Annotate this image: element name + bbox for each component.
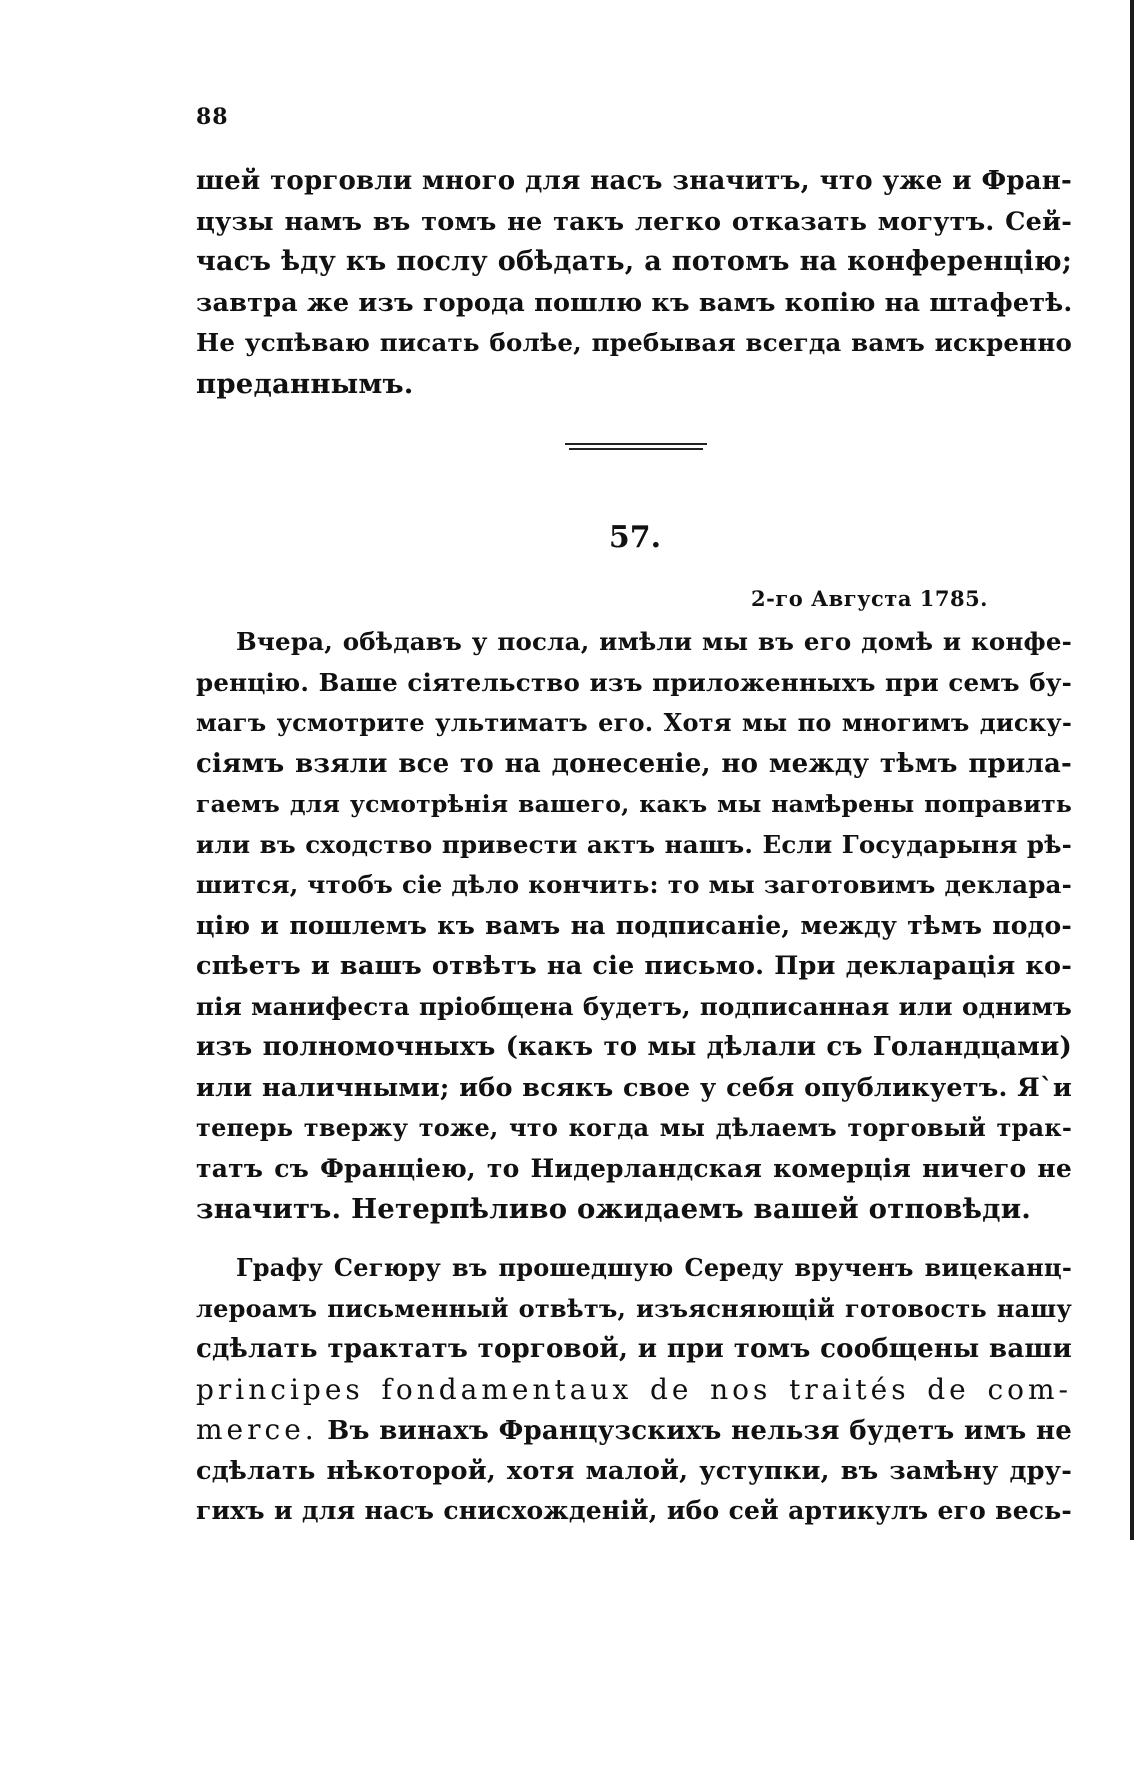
text-line: пія манифеста пріобщена будетъ, подписанная или однимъ [196,991,1072,1021]
text-line: гихъ и для насъ снисхожденій, ибо сей артикулъ его весь- [196,1496,1072,1525]
text-line: завтра же изъ города пошлю къ вамъ копію на штафетѣ. [196,287,1073,318]
french-phrase: principes fondamentaux de nos traités de com- [196,1372,1072,1406]
letter-number: 57. [608,520,662,555]
text-line: часъ ѣду къ послу обѣдать, а потомъ на конференцію; [196,246,1072,277]
text-line: татъ съ Франціею, то Нидерландская комерція ничего не [196,1153,1072,1183]
french-phrase-end: merce. [196,1413,318,1446]
text-line: спѣетъ и вашъ отвѣтъ на сіе письмо. При декларація ко- [196,951,1072,981]
text-line: ренцію. Ваше сіятельство изъ приложенныхъ при семъ бу- [196,667,1072,697]
letter-paragraph-2 [196,1248,1072,1532]
text-line: сдѣлать нѣкоторой, хотя малой, уступки, въ замѣну дру- [196,1455,1072,1486]
text-line: или наличными; ибо всякъ свое у себя опубликуетъ. Я`и [196,1072,1072,1103]
scan-edge-line [1130,0,1134,1540]
text-line [196,1410,1072,1451]
text-line: изъ полномочныхъ (какъ то мы дѣлали съ Голандцами) [196,1032,1072,1062]
text-line: гаемъ для усмотрѣнія вашего, какъ мы намѣрены поправить [196,790,1072,818]
text-line: Графу Сегюру въ прошедшую Середу врученъ вицеканц- [236,1253,1072,1282]
section-divider [565,443,707,451]
page-number: 88 [196,104,229,130]
text-line: значитъ. Нетерпѣливо ожидаемъ вашей отповѣди. [196,1193,1032,1225]
top-paragraph [196,161,1072,404]
text-line: Вчера, обѣдавъ у посла, имѣли мы въ его домѣ и конфе- [236,627,1072,656]
text-line: шится, чтобъ сіе дѣло кончить: то мы заготовимъ деклара- [196,870,1072,899]
text-line: или въ сходство привести актъ нашъ. Если Государыня рѣ- [196,829,1072,859]
text-line: цію и пошлемъ къ вамъ на подписаніе, между тѣмъ подо- [196,910,1072,940]
text-line: цузы намъ въ томъ не такъ легко отказать могутъ. Сей- [196,206,1072,237]
text-line: преданнымъ. [196,367,414,400]
text-span: Въ винахъ Французскихъ нельзя будетъ имъ не [327,1416,1072,1446]
letter-date: 2-го Августа 1785. [751,586,988,611]
text-line: теперь твержу тоже, что когда мы дѣлаемъ торговый трак- [196,1113,1072,1142]
text-line: сіямъ взяли все то на донесеніе, но между тѣмъ прила- [196,748,1072,779]
text-line: Не успѣваю писать болѣе, пребывая всегда вамъ искренно [196,328,1072,357]
text-line: лероамъ письменный отвѣтъ, изъясняющій готовость нашу [196,1293,1072,1323]
letter-paragraph-1 [196,622,1072,1230]
text-line: шей торговли много для насъ значитъ, что уже и Фран- [196,166,1072,196]
text-line-french [196,1370,1072,1411]
text-line: магъ усмотрите ультиматъ его. Хотя мы по многимъ диску- [196,708,1072,737]
text-line: сдѣлать трактатъ торговой, и при томъ сообщены ваши [196,1334,1072,1364]
